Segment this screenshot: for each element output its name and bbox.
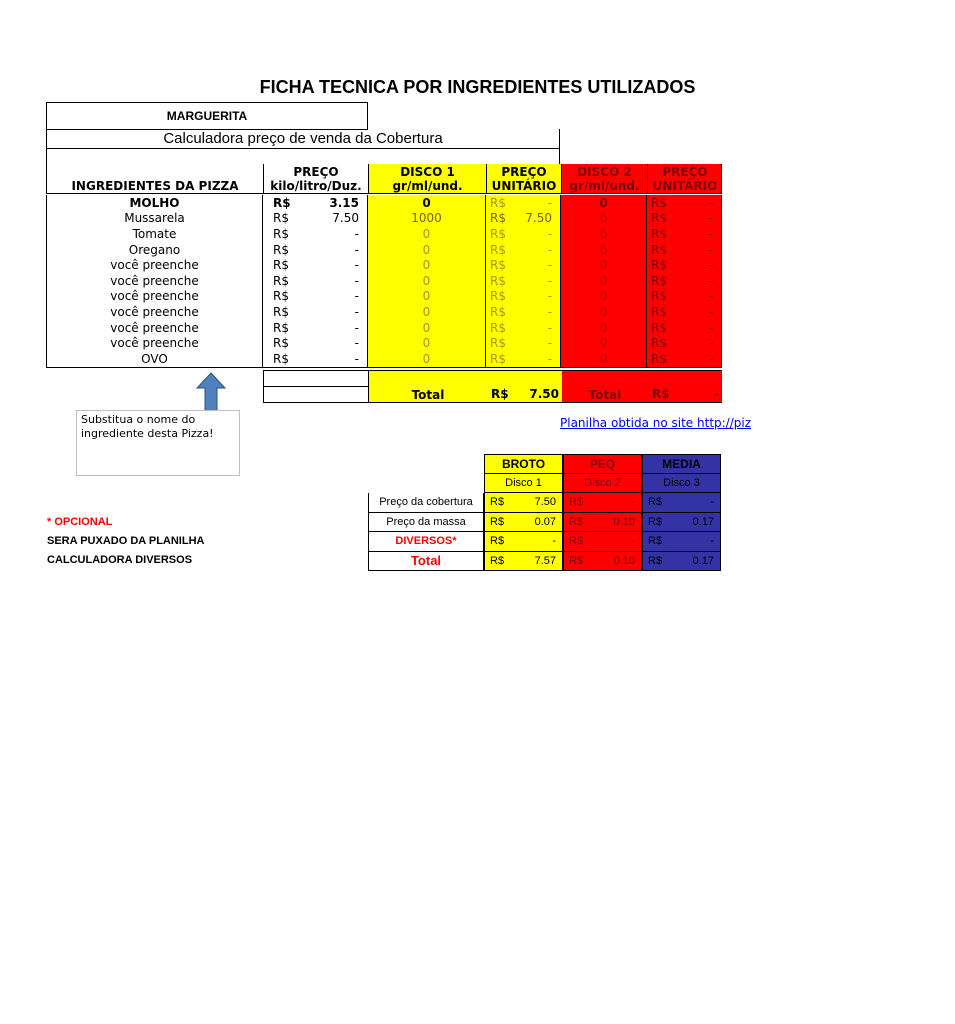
ingredient-name[interactable]: Oregano <box>46 242 263 258</box>
unit2-currency: R$ <box>651 258 667 273</box>
unit2-currency: R$ <box>651 304 667 319</box>
unit1-value: - <box>547 273 552 288</box>
summary-currency: R$ <box>490 496 505 509</box>
unit2-currency: R$ <box>651 336 667 351</box>
ingredient-name[interactable]: você preenche <box>46 320 263 336</box>
summary-currency: R$ <box>648 554 663 567</box>
unit2-value: - <box>708 351 713 366</box>
unit1-currency: R$ <box>490 258 506 273</box>
unit1-price <box>486 257 561 273</box>
ingredient-name[interactable]: você preenche <box>46 304 263 320</box>
unit2-currency: R$ <box>651 351 667 366</box>
ingredient-price[interactable] <box>263 304 368 320</box>
disco2-qty[interactable]: 0 <box>561 242 647 258</box>
unit2-price <box>647 211 722 227</box>
summary-amount: 0.17 <box>692 554 714 567</box>
price-currency: R$ <box>273 351 289 366</box>
price-currency: R$ <box>273 226 289 241</box>
summary-value <box>563 532 642 552</box>
summary-currency: R$ <box>490 515 505 528</box>
price-currency: R$ <box>273 273 289 288</box>
summary-amount: - <box>552 535 556 548</box>
unit1-value: - <box>547 258 552 273</box>
note-box <box>76 410 240 476</box>
side-note-line2: CALCULADORA DIVERSOS <box>47 554 193 566</box>
disco2-qty[interactable]: 0 <box>561 335 647 351</box>
summary-currency: R$ <box>490 535 505 548</box>
price-currency: R$ <box>273 336 289 351</box>
summary-currency: R$ <box>648 535 663 548</box>
unit1-price <box>486 195 561 211</box>
disco2-total-label: Total <box>588 387 622 402</box>
header-top-5: PREÇO <box>647 164 722 179</box>
ingredient-price[interactable] <box>263 257 368 273</box>
ingredient-name[interactable]: você preenche <box>46 257 263 273</box>
unit2-price <box>647 289 722 305</box>
price-currency: R$ <box>273 195 291 210</box>
unit2-price <box>647 242 722 258</box>
pizza-name: MARGUERITA <box>166 109 248 123</box>
ingredient-price[interactable] <box>263 242 368 258</box>
unit2-value: - <box>708 320 713 335</box>
ingredient-price[interactable] <box>263 273 368 289</box>
unit1-price <box>486 304 561 320</box>
unit1-value: - <box>547 304 552 319</box>
disco1-qty[interactable]: 0 <box>368 257 486 273</box>
price-value: - <box>354 289 359 304</box>
side-note-line1: SERA PUXADO DA PLANILHA <box>47 535 205 547</box>
unit2-value: - <box>708 273 713 288</box>
disco1-qty[interactable]: 0 <box>368 289 486 305</box>
unit1-currency: R$ <box>490 226 506 241</box>
unit2-value: - <box>708 336 713 351</box>
price-value: - <box>354 304 359 319</box>
disco1-qty[interactable]: 0 <box>368 273 486 289</box>
header-top-2: DISCO 1 <box>368 164 486 179</box>
header-bottom-4: gr/ml/und. <box>561 179 647 194</box>
header-bottom-0: INGREDIENTES DA PIZZA <box>46 179 263 194</box>
note-text: Substitua o nome do ingrediente desta Pizza! <box>81 413 214 440</box>
unit2-price <box>647 257 722 273</box>
disco2-qty[interactable]: 0 <box>561 320 647 336</box>
summary-value <box>484 552 563 572</box>
price-value: - <box>354 258 359 273</box>
unit1-currency: R$ <box>490 336 506 351</box>
size-header: PEQ <box>563 454 642 474</box>
unit1-value: - <box>547 289 552 304</box>
summary-amount: - <box>631 496 635 509</box>
summary-value <box>642 513 721 533</box>
summary-row-label: Total <box>368 552 484 572</box>
unit1-value: - <box>547 336 552 351</box>
unit1-value: - <box>547 242 552 257</box>
summary-currency: R$ <box>490 554 505 567</box>
disco1-qty[interactable]: 0 <box>368 335 486 351</box>
header-right-border <box>721 164 722 194</box>
summary-row-label: DIVERSOS* <box>368 532 484 552</box>
disco1-qty[interactable]: 1000 <box>368 211 486 227</box>
price-value: 3.15 <box>329 195 359 210</box>
header-bottom-3: UNITÁRIO <box>486 179 561 194</box>
unit2-value: - <box>708 211 713 226</box>
ingredient-price[interactable] <box>263 211 368 227</box>
unit1-price <box>486 273 561 289</box>
unit2-currency: R$ <box>651 242 667 257</box>
table-bottom-border <box>46 367 722 368</box>
summary-row-label: Preço da cobertura <box>368 493 484 513</box>
unit1-price <box>486 335 561 351</box>
summary-value <box>484 532 563 552</box>
blank-row <box>46 148 560 165</box>
unit1-value: - <box>547 195 552 210</box>
header-bottom-2: gr/ml/und. <box>368 179 486 194</box>
header-top-4: DISCO 2 <box>561 164 647 179</box>
unit2-price <box>647 335 722 351</box>
summary-amount: 7.50 <box>534 496 556 509</box>
unit1-value: - <box>547 320 552 335</box>
unit2-currency: R$ <box>651 226 667 241</box>
unit1-price <box>486 351 561 367</box>
ingredient-name[interactable]: você preenche <box>46 273 263 289</box>
disco2-qty[interactable]: 0 <box>561 273 647 289</box>
header-top-3: PREÇO <box>486 164 561 179</box>
unit1-value: - <box>547 351 552 366</box>
unit2-currency: R$ <box>651 320 667 335</box>
header-bottom-1: kilo/litro/Duz. <box>263 179 368 194</box>
summary-currency: R$ <box>569 515 584 528</box>
disco2-qty[interactable]: 0 <box>561 304 647 320</box>
ingredient-price[interactable] <box>263 195 368 211</box>
unit1-currency: R$ <box>490 195 506 210</box>
page-title: FICHA TECNICA POR INGREDIENTES UTILIZADOS <box>259 77 696 97</box>
up-arrow-icon <box>196 372 226 412</box>
unit1-price <box>486 211 561 227</box>
pizza-name-cell[interactable] <box>46 102 368 130</box>
unit1-currency: R$ <box>490 289 506 304</box>
price-value: - <box>354 320 359 335</box>
ingredient-name[interactable]: Tomate <box>46 226 263 242</box>
totals-row <box>263 370 722 403</box>
price-currency: R$ <box>273 258 289 273</box>
unit2-currency: R$ <box>651 195 667 210</box>
unit1-currency: R$ <box>490 211 506 226</box>
disco2-qty[interactable]: 0 <box>561 257 647 273</box>
ingredient-name[interactable]: MOLHO <box>46 195 263 211</box>
price-value: - <box>354 351 359 366</box>
ingredient-price[interactable] <box>263 289 368 305</box>
header-bottom-5: UNITÁRIO <box>647 179 722 194</box>
summary-amount: - <box>710 535 714 548</box>
size-header: BROTO <box>484 454 563 474</box>
header-top-0 <box>46 164 263 179</box>
ingredient-name[interactable]: Mussarela <box>46 211 263 227</box>
summary-currency: R$ <box>569 496 584 509</box>
disco1-qty[interactable]: 0 <box>368 304 486 320</box>
optional-note: * OPCIONAL <box>47 516 113 528</box>
calculator-title: Calculadora preço de venda da Cobertura <box>163 130 443 147</box>
unit2-price <box>647 195 722 211</box>
unit1-currency: R$ <box>490 273 506 288</box>
unit2-value: - <box>708 195 713 210</box>
summary-value <box>484 493 563 513</box>
summary-amount: 0.07 <box>534 515 556 528</box>
disco2-qty[interactable]: 0 <box>561 195 647 211</box>
unit2-currency: R$ <box>651 273 667 288</box>
price-value: - <box>354 226 359 241</box>
summary-value <box>642 532 721 552</box>
ingredient-price[interactable] <box>263 351 368 367</box>
price-currency: R$ <box>273 242 289 257</box>
ingredient-name[interactable]: você preenche <box>46 335 263 351</box>
price-currency: R$ <box>273 289 289 304</box>
unit1-currency: R$ <box>490 351 506 366</box>
unit1-value: - <box>547 226 552 241</box>
summary-currency: R$ <box>569 535 584 548</box>
ingredient-name[interactable]: OVO <box>46 351 263 367</box>
summary-currency: R$ <box>648 515 663 528</box>
disco1-total-label: Total <box>411 387 445 402</box>
totals-blank-bottom <box>263 386 369 403</box>
disco1-qty[interactable]: 0 <box>368 351 486 367</box>
unit2-currency: R$ <box>651 211 667 226</box>
ingredient-price[interactable] <box>263 335 368 351</box>
unit1-total-currency: R$ <box>491 387 509 401</box>
size-header: MEDIA <box>642 454 721 474</box>
summary-amount: - <box>710 496 714 509</box>
totals-blank-top <box>263 370 369 386</box>
price-value: 7.50 <box>332 211 359 226</box>
unit1-total-value: 7.50 <box>529 387 559 401</box>
unit2-value: - <box>708 226 713 241</box>
price-value: - <box>354 273 359 288</box>
unit1-price <box>486 226 561 242</box>
summary-value <box>642 552 721 572</box>
summary-amount: 0.10 <box>613 515 635 528</box>
summary-amount: 0.10 <box>613 554 635 567</box>
price-currency: R$ <box>273 304 289 319</box>
unit2-price <box>647 273 722 289</box>
disco2-qty[interactable]: 0 <box>561 211 647 227</box>
source-link[interactable]: Planilha obtida no site http://piz <box>560 416 752 430</box>
unit2-price <box>647 304 722 320</box>
price-currency: R$ <box>273 211 289 226</box>
summary-currency: R$ <box>648 496 663 509</box>
unit1-price <box>486 289 561 305</box>
disco1-qty[interactable]: 0 <box>368 226 486 242</box>
summary-value <box>563 493 642 513</box>
unit2-price <box>647 320 722 336</box>
unit1-price <box>486 242 561 258</box>
disco1-qty[interactable]: 0 <box>368 320 486 336</box>
ingredient-price[interactable] <box>263 226 368 242</box>
disco-header: Disco 2 <box>563 474 642 493</box>
summary-value <box>484 513 563 533</box>
summary-row-label: Preço da massa <box>368 513 484 533</box>
unit1-currency: R$ <box>490 304 506 319</box>
unit1-currency: R$ <box>490 242 506 257</box>
summary-amount: - <box>631 535 635 548</box>
unit1-total <box>487 370 562 403</box>
summary-amount: 0.17 <box>692 515 714 528</box>
price-currency: R$ <box>273 320 289 335</box>
unit1-value: 7.50 <box>525 211 552 226</box>
unit1-currency: R$ <box>490 320 506 335</box>
unit2-price <box>647 226 722 242</box>
unit2-total-value: - <box>714 387 719 401</box>
unit1-price <box>486 320 561 336</box>
unit2-total-currency: R$ <box>652 387 670 401</box>
summary-value <box>563 513 642 533</box>
unit2-value: - <box>708 289 713 304</box>
unit2-value: - <box>708 304 713 319</box>
summary-value <box>642 493 721 513</box>
price-value: - <box>354 336 359 351</box>
header-top-1: PREÇO <box>263 164 368 179</box>
summary-amount: 7.57 <box>534 554 556 567</box>
summary-value <box>563 552 642 572</box>
disco2-qty[interactable]: 0 <box>561 226 647 242</box>
summary-currency: R$ <box>569 554 584 567</box>
unit2-currency: R$ <box>651 289 667 304</box>
disco1-qty[interactable]: 0 <box>368 242 486 258</box>
disco2-qty[interactable]: 0 <box>561 351 647 367</box>
unit2-value: - <box>708 242 713 257</box>
price-value: - <box>354 242 359 257</box>
ingredient-price[interactable] <box>263 320 368 336</box>
summary-table <box>368 454 722 572</box>
disco-header: Disco 1 <box>484 474 563 493</box>
unit2-total <box>648 370 722 403</box>
ingredient-name[interactable]: você preenche <box>46 289 263 305</box>
disco-header: Disco 3 <box>642 474 721 493</box>
unit2-price <box>647 351 722 367</box>
disco1-qty[interactable]: 0 <box>368 195 486 211</box>
disco2-qty[interactable]: 0 <box>561 289 647 305</box>
calculator-title-cell <box>46 129 560 149</box>
unit2-value: - <box>708 258 713 273</box>
